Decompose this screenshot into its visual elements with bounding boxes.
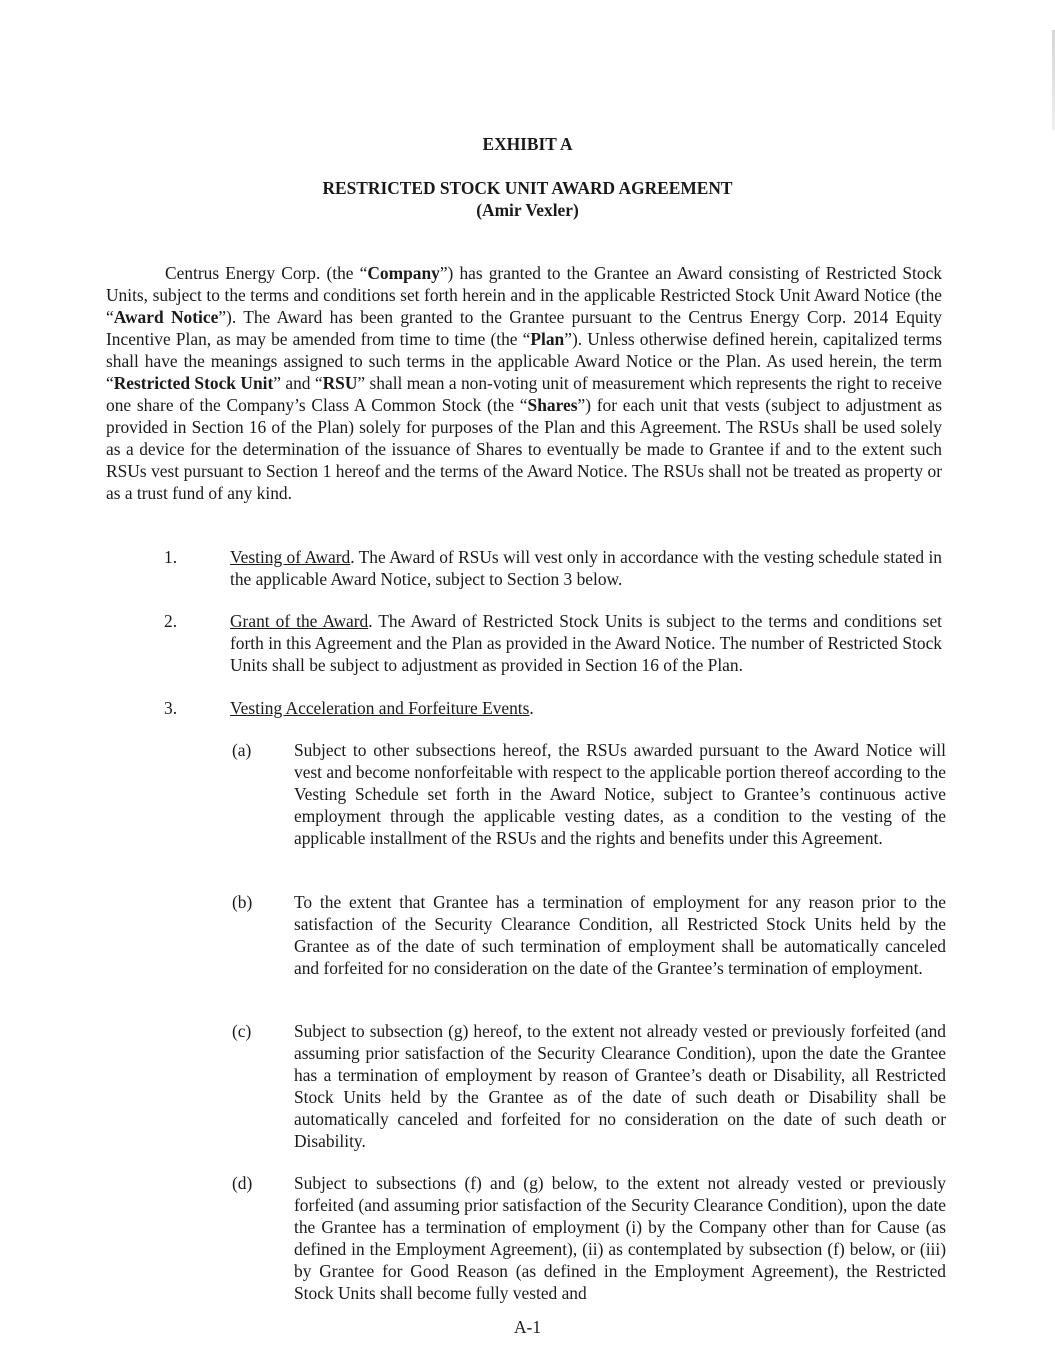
intro-paragraph: Centrus Energy Corp. (the “Company”) has granted to the Grantee an Award consisting of Restricted Stock Units, subject to the terms and conditions set forth herein and in the applicable Restricted Stock Unit Award Notice (the “Award Notice”). The Award has been granted to the Grantee pursuant to the Centrus Energy Corp. 2014 Equity Incentive Plan, as may be amended from time to time (the “Plan”). Unless otherwise defined herein, capitalized terms shall have the meanings assigned to such terms in the applicable Award Notice or the Plan. As used herein, the term “Restricted Stock Unit” and “RSU” shall mean a non-voting unit of measurement which represents the right to receive one share of the Company’s Class A Common Stock (the “Shares”) for each unit that vests (subject to adjustment as provided in Section 16 of the Plan) solely for purposes of the Plan and this Agreement. The RSUs shall be used solely as a device for the determination of the issuance of Shares to eventually be made to Grantee if and to the extent such RSUs vest pursuant to Section 1 hereof and the terms of the Award Notice. The RSUs shall not be treated as property or as a trust fund of any kind. [106,263,943,503]
subsection-b [232,891,946,979]
subsection-text: Subject to other subsections hereof, the RSUs awarded pursuant to the Award Notice will vest and become nonforfeitable with respect to the applicable portion thereof according to the Vesting Schedule set forth in the Award Notice, subject to Grantee’s continuous active employment through the applicable vesting dates, as a condition to the vesting of the applicable installment of the RSUs and the rights and benefits under this Agreement. [294,740,946,848]
section-body: Grant of the Award. The Award of Restricted Stock Units is subject to the terms and conditions set forth in this Agreement and the Plan as provided in the Award Notice. The number of Restricted Stock Units shall be subject to adjustment as provided in Section 16 of the Plan. [230,611,942,675]
section-1 [164,546,942,590]
exhibit-title: EXHIBIT A [482,134,573,154]
defined-term-rsu-long: Restricted Stock Unit [113,373,274,393]
page-number: A-1 [513,1317,542,1337]
subsection-text: Subject to subsection (g) hereof, to the extent not already vested or previously forfeited (and assuming prior satisfaction of the Security Clearance Condition), upon the date the Grantee has a termination of employment by reason of Grantee’s death or Disability, all Restricted Stock Units held by the Grantee as of the date of such death or Disability shall be automatically canceled and forfeited for no consideration on the date of such death or Disability. [294,1021,946,1151]
section-number: 1. [164,547,178,567]
subsection-label: (b) [232,892,253,912]
grantee-name: (Amir Vexler) [476,200,579,220]
subsection-c [232,1020,946,1152]
section-heading: Vesting Acceleration and Forfeiture Events [230,698,530,718]
defined-term-shares: Shares [527,395,578,415]
agreement-title: RESTRICTED STOCK UNIT AWARD AGREEMENT [322,178,733,198]
subsection-label: (a) [232,740,252,760]
subsection-d [232,1172,946,1304]
section-3 [164,697,942,719]
section-number: 3. [164,698,178,718]
subsection-text: Subject to subsections (f) and (g) below, to the extent not already vested or previously forfeited (and assuming prior satisfaction of the Security Clearance Condition), upon the date the Grantee has a termination of employment (i) by the Company other than for Cause (as defined in the Employment Agreement), (ii) as contemplated by subsection (f) below, or (iii) by Grantee for Good Reason (as defined in the Employment Agreement), the Restricted Stock Units shall become fully vested and [294,1173,946,1303]
section-heading: Vesting of Award [230,547,351,567]
section-body: Vesting Acceleration and Forfeiture Events. [230,698,534,718]
defined-term-plan: Plan [530,329,565,349]
subsection-a [232,739,946,849]
defined-term-company: Company [367,263,440,283]
section-body: Vesting of Award. The Award of RSUs will vest only in accordance with the vesting schedule stated in the applicable Award Notice, subject to Section 3 below. [230,547,942,589]
defined-term-award-notice: Award Notice [113,307,219,327]
section-number: 2. [164,611,178,631]
subsection-text: To the extent that Grantee has a termination of employment for any reason prior to the satisfaction of the Security Clearance Condition, all Restricted Stock Units held by the Grantee as of the date of such termination of employment shall be automatically canceled and forfeited for no consideration on the date of the Grantee’s termination of employment. [294,892,946,978]
subsection-label: (c) [232,1021,252,1041]
subsection-label: (d) [232,1173,253,1193]
defined-term-rsu: RSU [322,373,358,393]
section-heading: Grant of the Award [230,611,369,631]
section-2 [164,610,942,676]
